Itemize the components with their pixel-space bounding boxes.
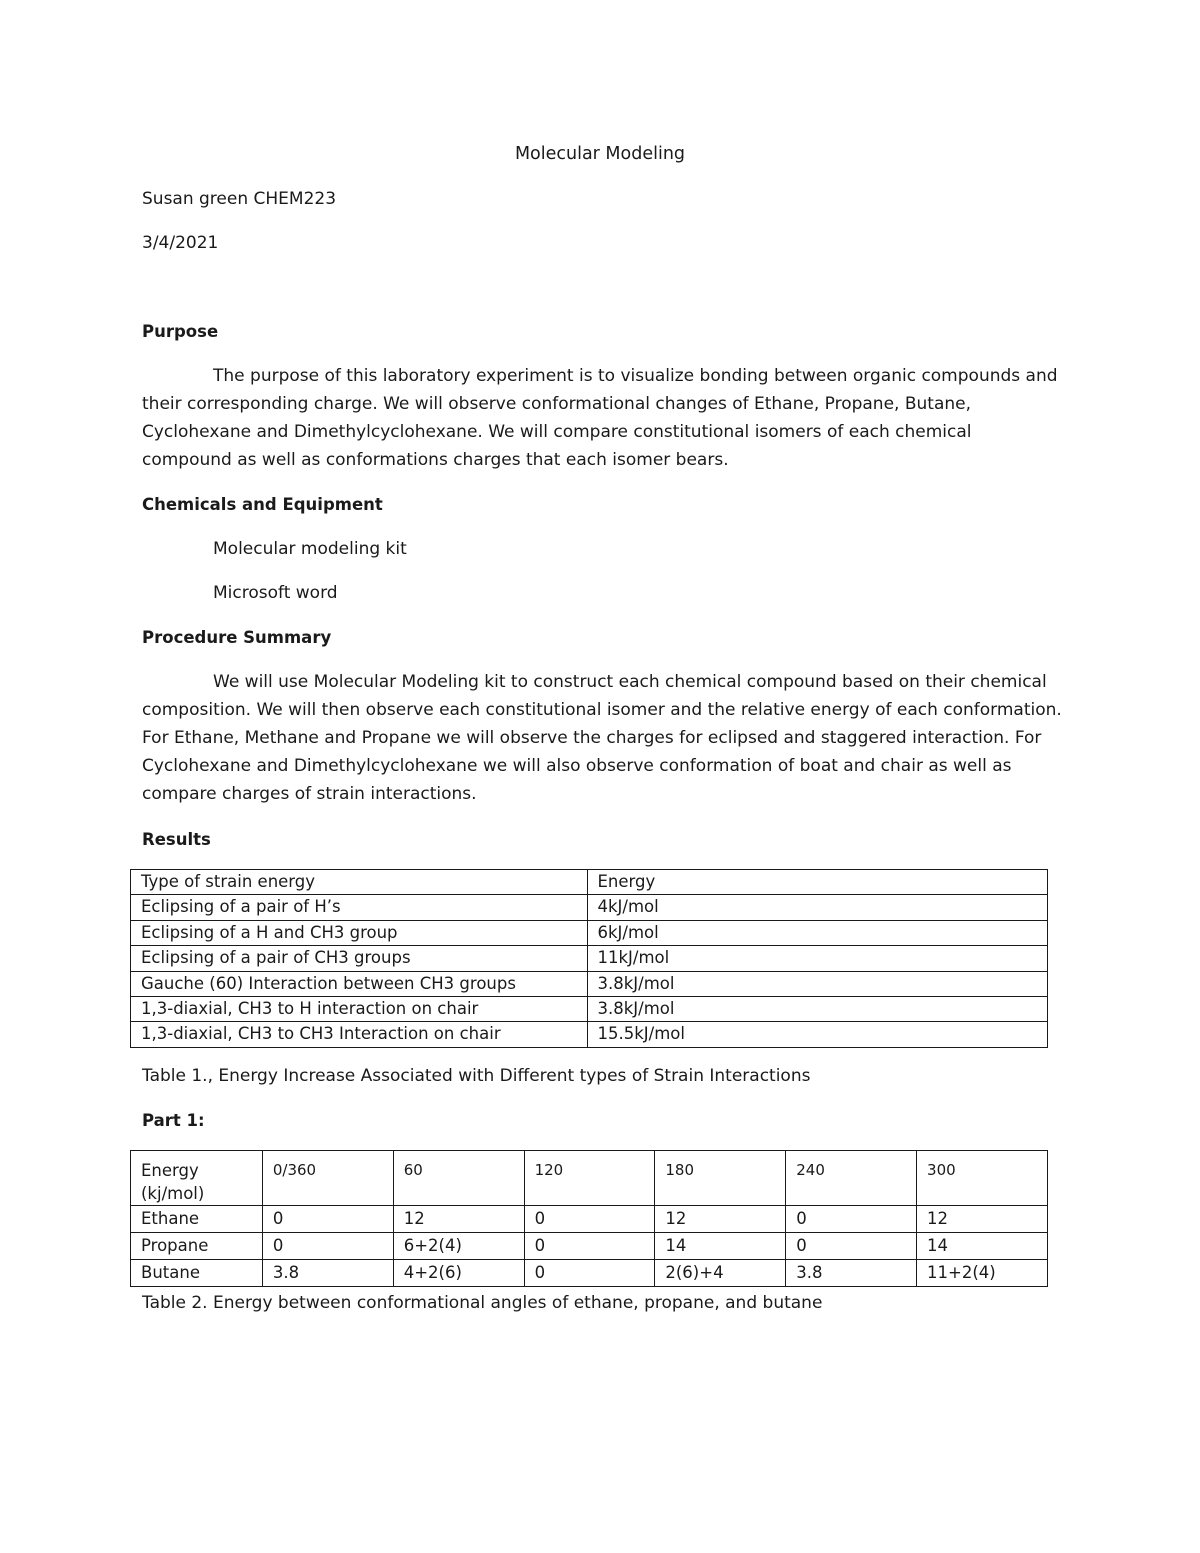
table-header-row	[131, 1151, 1048, 1206]
results-heading: Results	[142, 830, 211, 849]
table-header-row	[131, 870, 1048, 895]
table-cell: Eclipsing of a pair of H’s	[131, 895, 588, 920]
table-row-label: Ethane	[131, 1206, 263, 1233]
table-cell: 4kJ/mol	[587, 895, 1048, 920]
table-cell: 0	[262, 1206, 393, 1233]
table-row	[131, 946, 1048, 971]
procedure-heading: Procedure Summary	[142, 628, 332, 647]
conformation-energy-table	[130, 1150, 1048, 1287]
table-header-cell: 0/360	[262, 1151, 393, 1206]
table-cell: 14	[917, 1233, 1048, 1260]
table-row	[131, 920, 1048, 945]
table2-caption: Table 2. Energy between conformational angles of ethane, propane, and butane	[142, 1293, 823, 1313]
document-date: 3/4/2021	[142, 233, 219, 253]
table-header-cell: 120	[524, 1151, 655, 1206]
table-corner-cell	[131, 1151, 263, 1206]
table-cell: 3.8	[262, 1260, 393, 1287]
table-cell: 12	[655, 1206, 786, 1233]
table-row-label: Propane	[131, 1233, 263, 1260]
corner-label-line: (kj/mol)	[141, 1184, 205, 1203]
table-cell: 0	[524, 1206, 655, 1233]
table-header-cell: 240	[786, 1151, 917, 1206]
table-cell: 6+2(4)	[393, 1233, 524, 1260]
table-cell: 1,3-diaxial, CH3 to H interaction on chair	[131, 996, 588, 1021]
table-header-cell: 60	[393, 1151, 524, 1206]
table-cell: 14	[655, 1233, 786, 1260]
table-row	[131, 996, 1048, 1021]
table-cell: 0	[786, 1233, 917, 1260]
table-row	[131, 1022, 1048, 1047]
table-cell: 12	[393, 1206, 524, 1233]
equipment-heading: Chemicals and Equipment	[142, 495, 383, 514]
table-row	[131, 895, 1048, 920]
table-row-label: Butane	[131, 1260, 263, 1287]
table-cell: Eclipsing of a pair of CH3 groups	[131, 946, 588, 971]
table-cell: 15.5kJ/mol	[587, 1022, 1048, 1047]
procedure-paragraph: We will use Molecular Modeling kit to construct each chemical compound based on their chemical composition. We will then observe each constitutional isomer and the relative energy of each conformation. For Ethane, Methane and Propane we will observe the charges for eclipsed and staggered interaction. For Cyclohexane and Dimethylcyclohexane we will also observe conformation of boat and chair as well as compare charges of strain interactions.	[142, 672, 1062, 804]
table1-caption: Table 1., Energy Increase Associated with Different types of Strain Interactions	[142, 1066, 811, 1086]
table-cell: 11+2(4)	[917, 1260, 1048, 1287]
table-cell: 3.8kJ/mol	[587, 971, 1048, 996]
table-cell: 0	[262, 1233, 393, 1260]
table-row	[131, 1206, 1048, 1233]
table-header-cell: Type of strain energy	[131, 870, 588, 895]
table-header-cell: 180	[655, 1151, 786, 1206]
purpose-heading: Purpose	[142, 322, 219, 341]
table-cell: 4+2(6)	[393, 1260, 524, 1287]
table-header-cell: Energy	[587, 870, 1048, 895]
table-cell: 12	[917, 1206, 1048, 1233]
table-row	[131, 971, 1048, 996]
table-cell: 6kJ/mol	[587, 920, 1048, 945]
table-cell: 3.8kJ/mol	[587, 996, 1048, 1021]
equipment-item: Molecular modeling kit	[213, 539, 407, 559]
table-cell: 2(6)+4	[655, 1260, 786, 1287]
table-cell: 11kJ/mol	[587, 946, 1048, 971]
table-cell: 3.8	[786, 1260, 917, 1287]
equipment-item: Microsoft word	[213, 583, 338, 603]
table-row	[131, 1233, 1048, 1260]
table-cell: 1,3-diaxial, CH3 to CH3 Interaction on chair	[131, 1022, 588, 1047]
table-cell: 0	[524, 1260, 655, 1287]
corner-label-line: Energy	[141, 1161, 199, 1180]
part1-heading: Part 1:	[142, 1111, 205, 1130]
table-header-cell: 300	[917, 1151, 1048, 1206]
document-title: Molecular Modeling	[514, 144, 686, 164]
purpose-paragraph: The purpose of this laboratory experiment is to visualize bonding between organic compounds and their corresponding charge. We will observe conformational changes of Ethane, Propane, Butane, Cyclohexane and Dimethylcyclohexane. We will compare constitutional isomers of each chemical compound as well as conformations charges that each isomer bears.	[142, 366, 1058, 470]
table-cell: Gauche (60) Interaction between CH3 groups	[131, 971, 588, 996]
table-cell: 0	[786, 1206, 917, 1233]
author-line: Susan green CHEM223	[142, 189, 337, 209]
table-cell: Eclipsing of a H and CH3 group	[131, 920, 588, 945]
table-cell: 0	[524, 1233, 655, 1260]
strain-energy-table	[130, 869, 1048, 1048]
table-row	[131, 1260, 1048, 1287]
